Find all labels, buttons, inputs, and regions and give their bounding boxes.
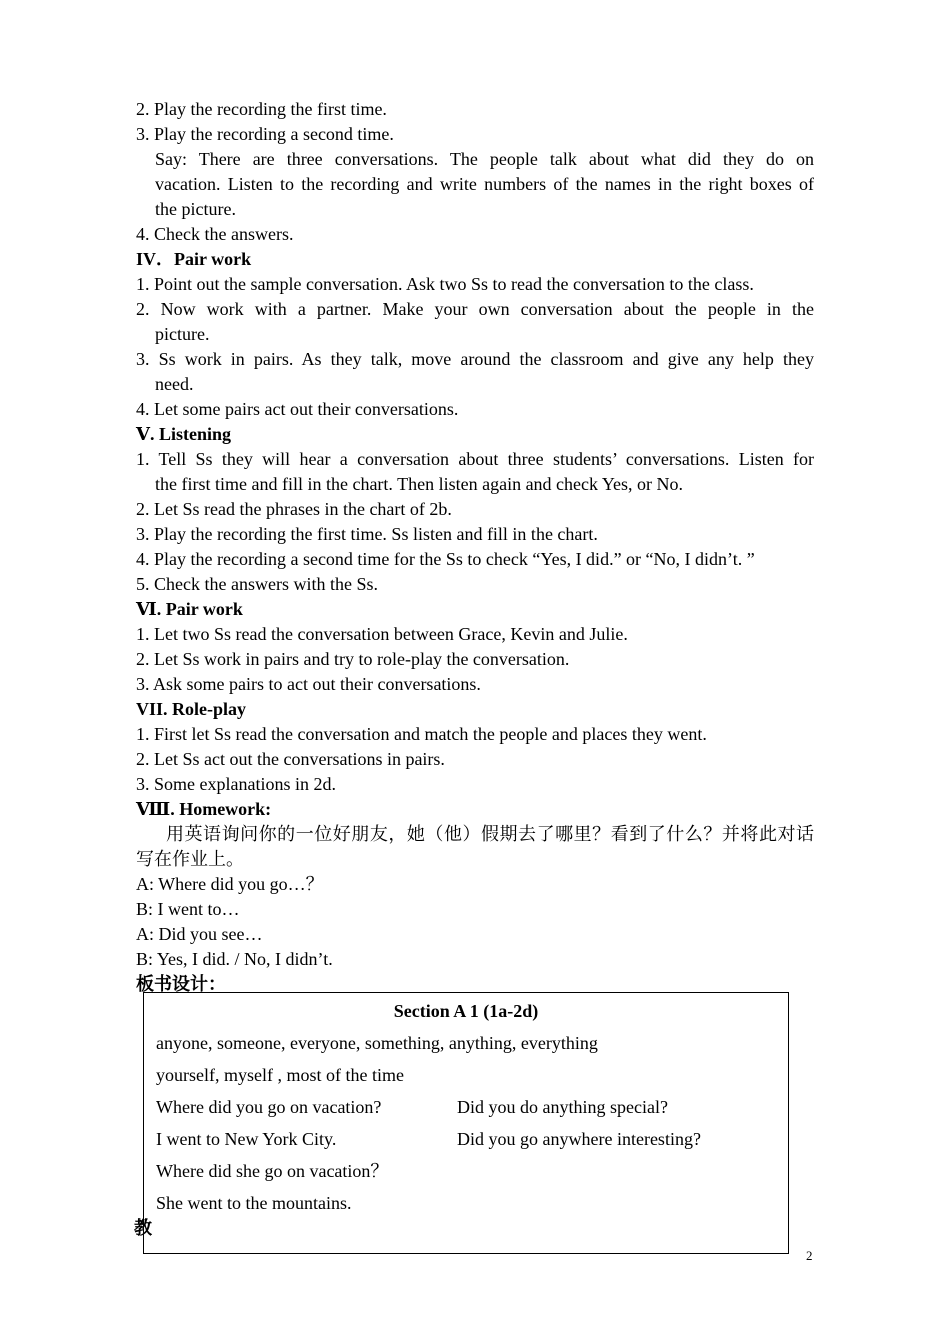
board-line: I went to New York City. [156, 1129, 337, 1149]
step-line: 3. Play the recording the first time. Ss listen and fill in the chart. [136, 524, 598, 544]
step-line: 3. Play the recording a second time. [136, 124, 394, 144]
step-line: 4. Play the recording a second time for the Ss to check “Yes, I did.” or “No, I didn’t. ” [136, 549, 755, 569]
board-line: yourself, myself , most of the time [156, 1065, 404, 1085]
dialogue-line: B: Yes, I did. / No, I didn’t. [136, 949, 333, 969]
step-line: 1. First let Ss read the conversation and match the people and places they went. [136, 724, 707, 744]
board-line: Did you go anywhere interesting? [457, 1129, 701, 1149]
section-heading: Ⅷ. Homework: [136, 799, 272, 819]
homework-text: 用英语询问你的一位好朋友，她（他）假期去了哪里？看到了什么？并将此对话 [166, 824, 814, 844]
dialogue-line: B: I went to… [136, 899, 240, 919]
board-line: Did you do anything special? [457, 1097, 668, 1117]
section-heading: IV．Pair work [136, 249, 252, 269]
step-detail: Say: There are three conversations. The people talk about what did they do on [155, 149, 814, 169]
board-line: She went to the mountains. [156, 1193, 352, 1213]
document-body [136, 97, 814, 997]
step-detail: the first time and fill in the chart. Then listen again and check Yes, or No. [155, 474, 684, 494]
homework-text: 写在作业上。 [136, 849, 244, 869]
step-line: 1. Point out the sample conversation. Ask two Ss to read the conversation to the class. [136, 274, 754, 294]
board-design-heading: 板书设计： [136, 974, 226, 994]
dialogue-line: A: Where did you go…？ [136, 874, 324, 894]
step-detail: vacation. Listen to the recording and write numbers of the names in the right boxes of [155, 174, 814, 194]
step-line: 4. Let some pairs act out their conversations. [136, 399, 459, 419]
step-line: 4. Check the answers. [136, 224, 294, 244]
step-line: 3. Some explanations in 2d. [136, 774, 336, 794]
step-detail: picture. [155, 324, 210, 344]
step-line: 5. Check the answers with the Ss. [136, 574, 378, 594]
board-line: anyone, someone, everyone, something, anything, everything [156, 1033, 598, 1053]
step-line: 1. Tell Ss they will hear a conversation about three students’ conversations. Listen for [136, 449, 814, 469]
section-heading: Ⅵ. Pair work [136, 599, 243, 619]
page-number: 2 [806, 1248, 813, 1263]
step-line: 2. Let Ss act out the conversations in pairs. [136, 749, 445, 769]
step-line: 3. Ss work in pairs. As they talk, move around the classroom and give any help they [136, 349, 814, 369]
dialogue-line: A: Did you see… [136, 924, 263, 944]
section-heading: VII. Role-play [136, 699, 247, 719]
step-detail: need. [155, 374, 194, 394]
board-line: Where did she go on vacation？ [156, 1161, 389, 1181]
step-line: 2. Now work with a partner. Make your own conversation about the people in the [136, 299, 814, 319]
blackboard-design-box [143, 992, 789, 1254]
step-line: 2. Let Ss read the phrases in the chart of 2b. [136, 499, 452, 519]
step-line: 3. Ask some pairs to act out their conversations. [136, 674, 481, 694]
step-line: 1. Let two Ss read the conversation between Grace, Kevin and Julie. [136, 624, 628, 644]
step-line: 2. Let Ss work in pairs and try to role-play the conversation. [136, 649, 570, 669]
cut-off-character: 教 [134, 1218, 152, 1238]
board-line: Where did you go on vacation? [156, 1097, 382, 1117]
step-detail: the picture. [155, 199, 236, 219]
step-line: 2. Play the recording the first time. [136, 99, 387, 119]
section-heading: Ⅴ. Listening [136, 424, 231, 444]
board-title: Section A 1 (1a-2d) [393, 1001, 539, 1021]
